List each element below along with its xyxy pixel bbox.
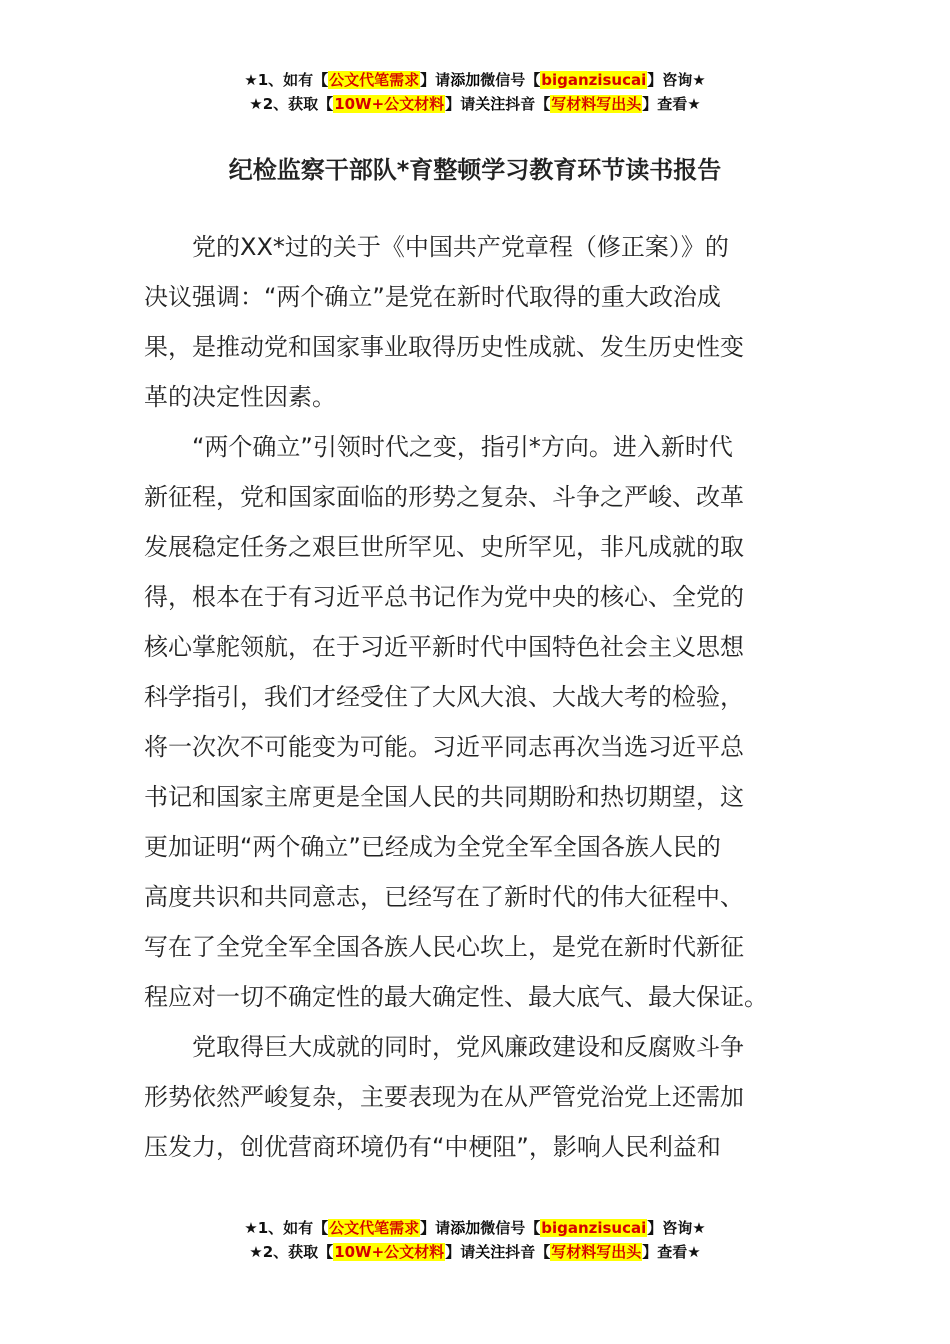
banner-highlight: 公文代笔需求: [329, 71, 420, 89]
body-line: 果，是推动党和国家事业取得历史性成就、发生历史性变: [144, 333, 744, 361]
body-line: 核心掌舵领航，在于习近平新时代中国特色社会主义思想: [144, 633, 744, 661]
document-title: 纪检监察干部队*育整顿学习教育环节读书报告: [228, 156, 722, 184]
body-line: 党的XX*过的关于《中国共产党章程（修正案）》的: [144, 233, 729, 261]
banner-emphasis: 关注: [475, 95, 506, 113]
body-line: 书记和国家主席更是全国人民的共同期盼和热切期望，这: [144, 783, 744, 811]
banner-highlight: 公文代笔需求: [329, 1219, 420, 1237]
document-body: [144, 222, 788, 1172]
banner-text: ★2、获取【: [249, 1243, 334, 1261]
banner-wechat-id: biganzisucai: [541, 71, 647, 89]
banner-text: 抖音【: [505, 95, 551, 113]
banner-text: ★1、如有【: [244, 71, 329, 89]
body-line: 决议强调：“两个确立”是党在新时代取得的重大政治成: [144, 283, 721, 311]
banner-highlight: 10W+公文材料: [334, 1243, 445, 1261]
banner-text: 微信号【: [480, 71, 541, 89]
body-line: 革的决定性因素。: [144, 383, 336, 411]
body-line: 更加证明“两个确立”已经成为全党全军全国各族人民的: [144, 833, 721, 861]
body-line: 压发力，创优营商环境仍有“中梗阻”，影响人民利益和: [144, 1133, 721, 1161]
body-line: 形势依然严峻复杂，主要表现为在从严管党治党上还需加: [144, 1083, 744, 1111]
body-line: 得，根本在于有习近平总书记作为党中央的核心、全党的: [144, 583, 744, 611]
banner-text: 】请: [420, 1219, 451, 1237]
banner-text: ★2、获取【: [249, 95, 334, 113]
banner-text: 】查看★: [642, 1243, 701, 1261]
banner-douyin-id: 写材料写出头: [551, 95, 642, 113]
banner-text: 】请: [445, 1243, 476, 1261]
banner-line-2: [0, 92, 950, 116]
body-line: 高度共识和共同意志，已经写在了新时代的伟大征程中、: [144, 883, 744, 911]
body-line: 新征程，党和国家面临的形势之复杂、斗争之严峻、改革: [144, 483, 744, 511]
banner-emphasis: 添加: [450, 1219, 481, 1237]
body-line: 将一次次不可能变为可能。习近平同志再次当选习近平总: [144, 733, 744, 761]
body-line: 写在了全党全军全国各族人民心坎上，是党在新时代新征: [144, 933, 744, 961]
top-ad-banner: [0, 68, 950, 116]
banner-text: ★1、如有【: [244, 1219, 329, 1237]
body-line: “两个确立”引领时代之变，指引*方向。进入新时代: [144, 433, 733, 461]
banner-text: 】查看★: [642, 95, 701, 113]
banner-emphasis: 添加: [450, 71, 481, 89]
banner-text: 】咨询★: [647, 1219, 706, 1237]
banner-line-1: [0, 68, 950, 92]
body-line: 科学指引，我们才经受住了大风大浪、大战大考的检验，: [144, 683, 744, 711]
banner-line-2: [0, 1240, 950, 1264]
banner-text: 】请: [420, 71, 451, 89]
banner-text: 抖音【: [505, 1243, 551, 1261]
banner-highlight: 10W+公文材料: [334, 95, 445, 113]
bottom-ad-banner: [0, 1216, 950, 1264]
body-line: 发展稳定任务之艰巨世所罕见、史所罕见，非凡成就的取: [144, 533, 744, 561]
banner-emphasis: 关注: [475, 1243, 506, 1261]
banner-wechat-id: biganzisucai: [541, 1219, 647, 1237]
banner-text: 】请: [445, 95, 476, 113]
banner-text: 微信号【: [480, 1219, 541, 1237]
body-line: 程应对一切不确定性的最大确定性、最大底气、最大保证。: [144, 983, 768, 1011]
banner-douyin-id: 写材料写出头: [551, 1243, 642, 1261]
banner-line-1: [0, 1216, 950, 1240]
banner-text: 】咨询★: [647, 71, 706, 89]
body-line: 党取得巨大成就的同时，党风廉政建设和反腐败斗争: [144, 1033, 744, 1061]
